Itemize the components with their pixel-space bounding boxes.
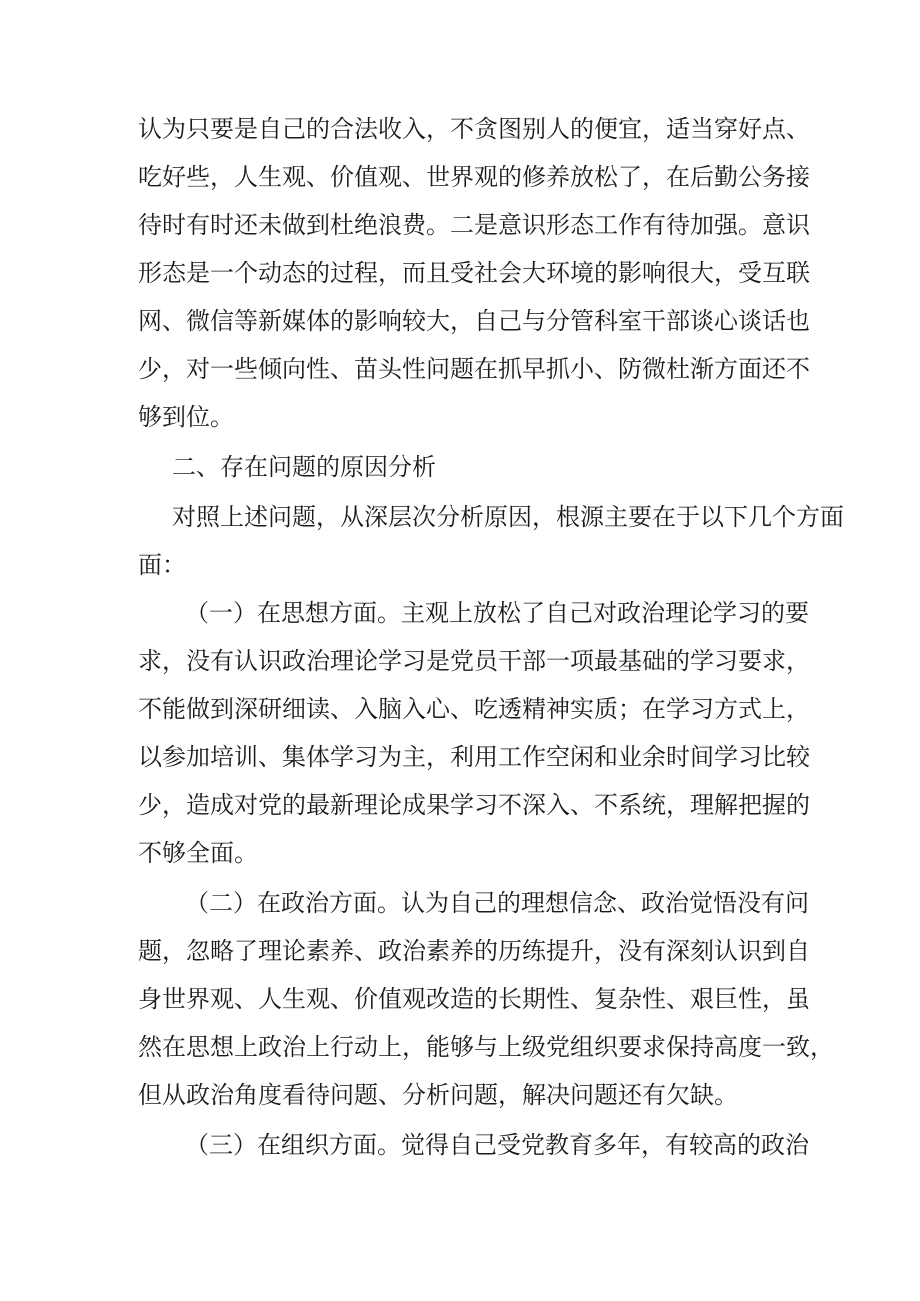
paragraph-1-line-1: 认为只要是自己的合法收入，不贪图别人的便宜，适当穿好点、 [138,115,810,143]
paragraph-3-line-1: （一）在思想方面。主观上放松了自己对政治理论学习的要 [185,599,809,627]
paragraph-2-line-2: 面： [138,551,186,579]
paragraph-1-line-2: 吃好些，人生观、价值观、世界观的修养放松了，在后勤公务接 [138,163,810,191]
paragraph-1-line-4: 形态是一个动态的过程，而且受社会大环境的影响很大，受互联 [138,259,810,287]
paragraph-5-line-1: （三）在组织方面。觉得自己受党教育多年，有较高的政治 [185,1131,809,1159]
paragraph-1-line-3: 待时有时还未做到杜绝浪费。二是意识形态工作有待加强。意识 [138,211,810,239]
paragraph-2-line-1: 对照上述问题，从深层次分析原因，根源主要在于以下几个方面 [172,503,844,531]
paragraph-4-line-5: 但从政治角度看待问题、分析问题，解决问题还有欠缺。 [138,1081,738,1109]
section-heading: 二、存在问题的原因分析 [172,453,436,481]
paragraph-3-line-2: 求，没有认识政治理论学习是党员干部一项最基础的学习要求， [138,647,810,675]
paragraph-4-line-3: 身世界观、人生观、价值观改造的长期性、复杂性、艰巨性，虽 [138,985,810,1013]
paragraph-3-line-5: 少，造成对党的最新理论成果学习不深入、不系统，理解把握的 [138,791,810,819]
paragraph-1-line-7: 够到位。 [138,403,234,431]
paragraph-3-line-4: 以参加培训、集体学习为主，利用工作空闲和业余时间学习比较 [138,743,810,771]
paragraph-4-line-1: （二）在政治方面。认为自己的理想信念、政治觉悟没有问 [185,889,809,917]
paragraph-3-line-6: 不够全面。 [138,839,258,867]
paragraph-1-line-5: 网、微信等新媒体的影响较大，自己与分管科室干部谈心谈话也 [138,307,810,335]
paragraph-4-line-2: 题，忽略了理论素养、政治素养的历练提升，没有深刻认识到自 [138,937,810,965]
paragraph-3-line-3: 不能做到深研细读、入脑入心、吃透精神实质；在学习方式上， [138,695,810,723]
paragraph-1-line-6: 少，对一些倾向性、苗头性问题在抓早抓小、防微杜渐方面还不 [138,355,810,383]
paragraph-4-line-4: 然在思想上政治上行动上，能够与上级党组织要求保持高度一致， [138,1033,834,1061]
